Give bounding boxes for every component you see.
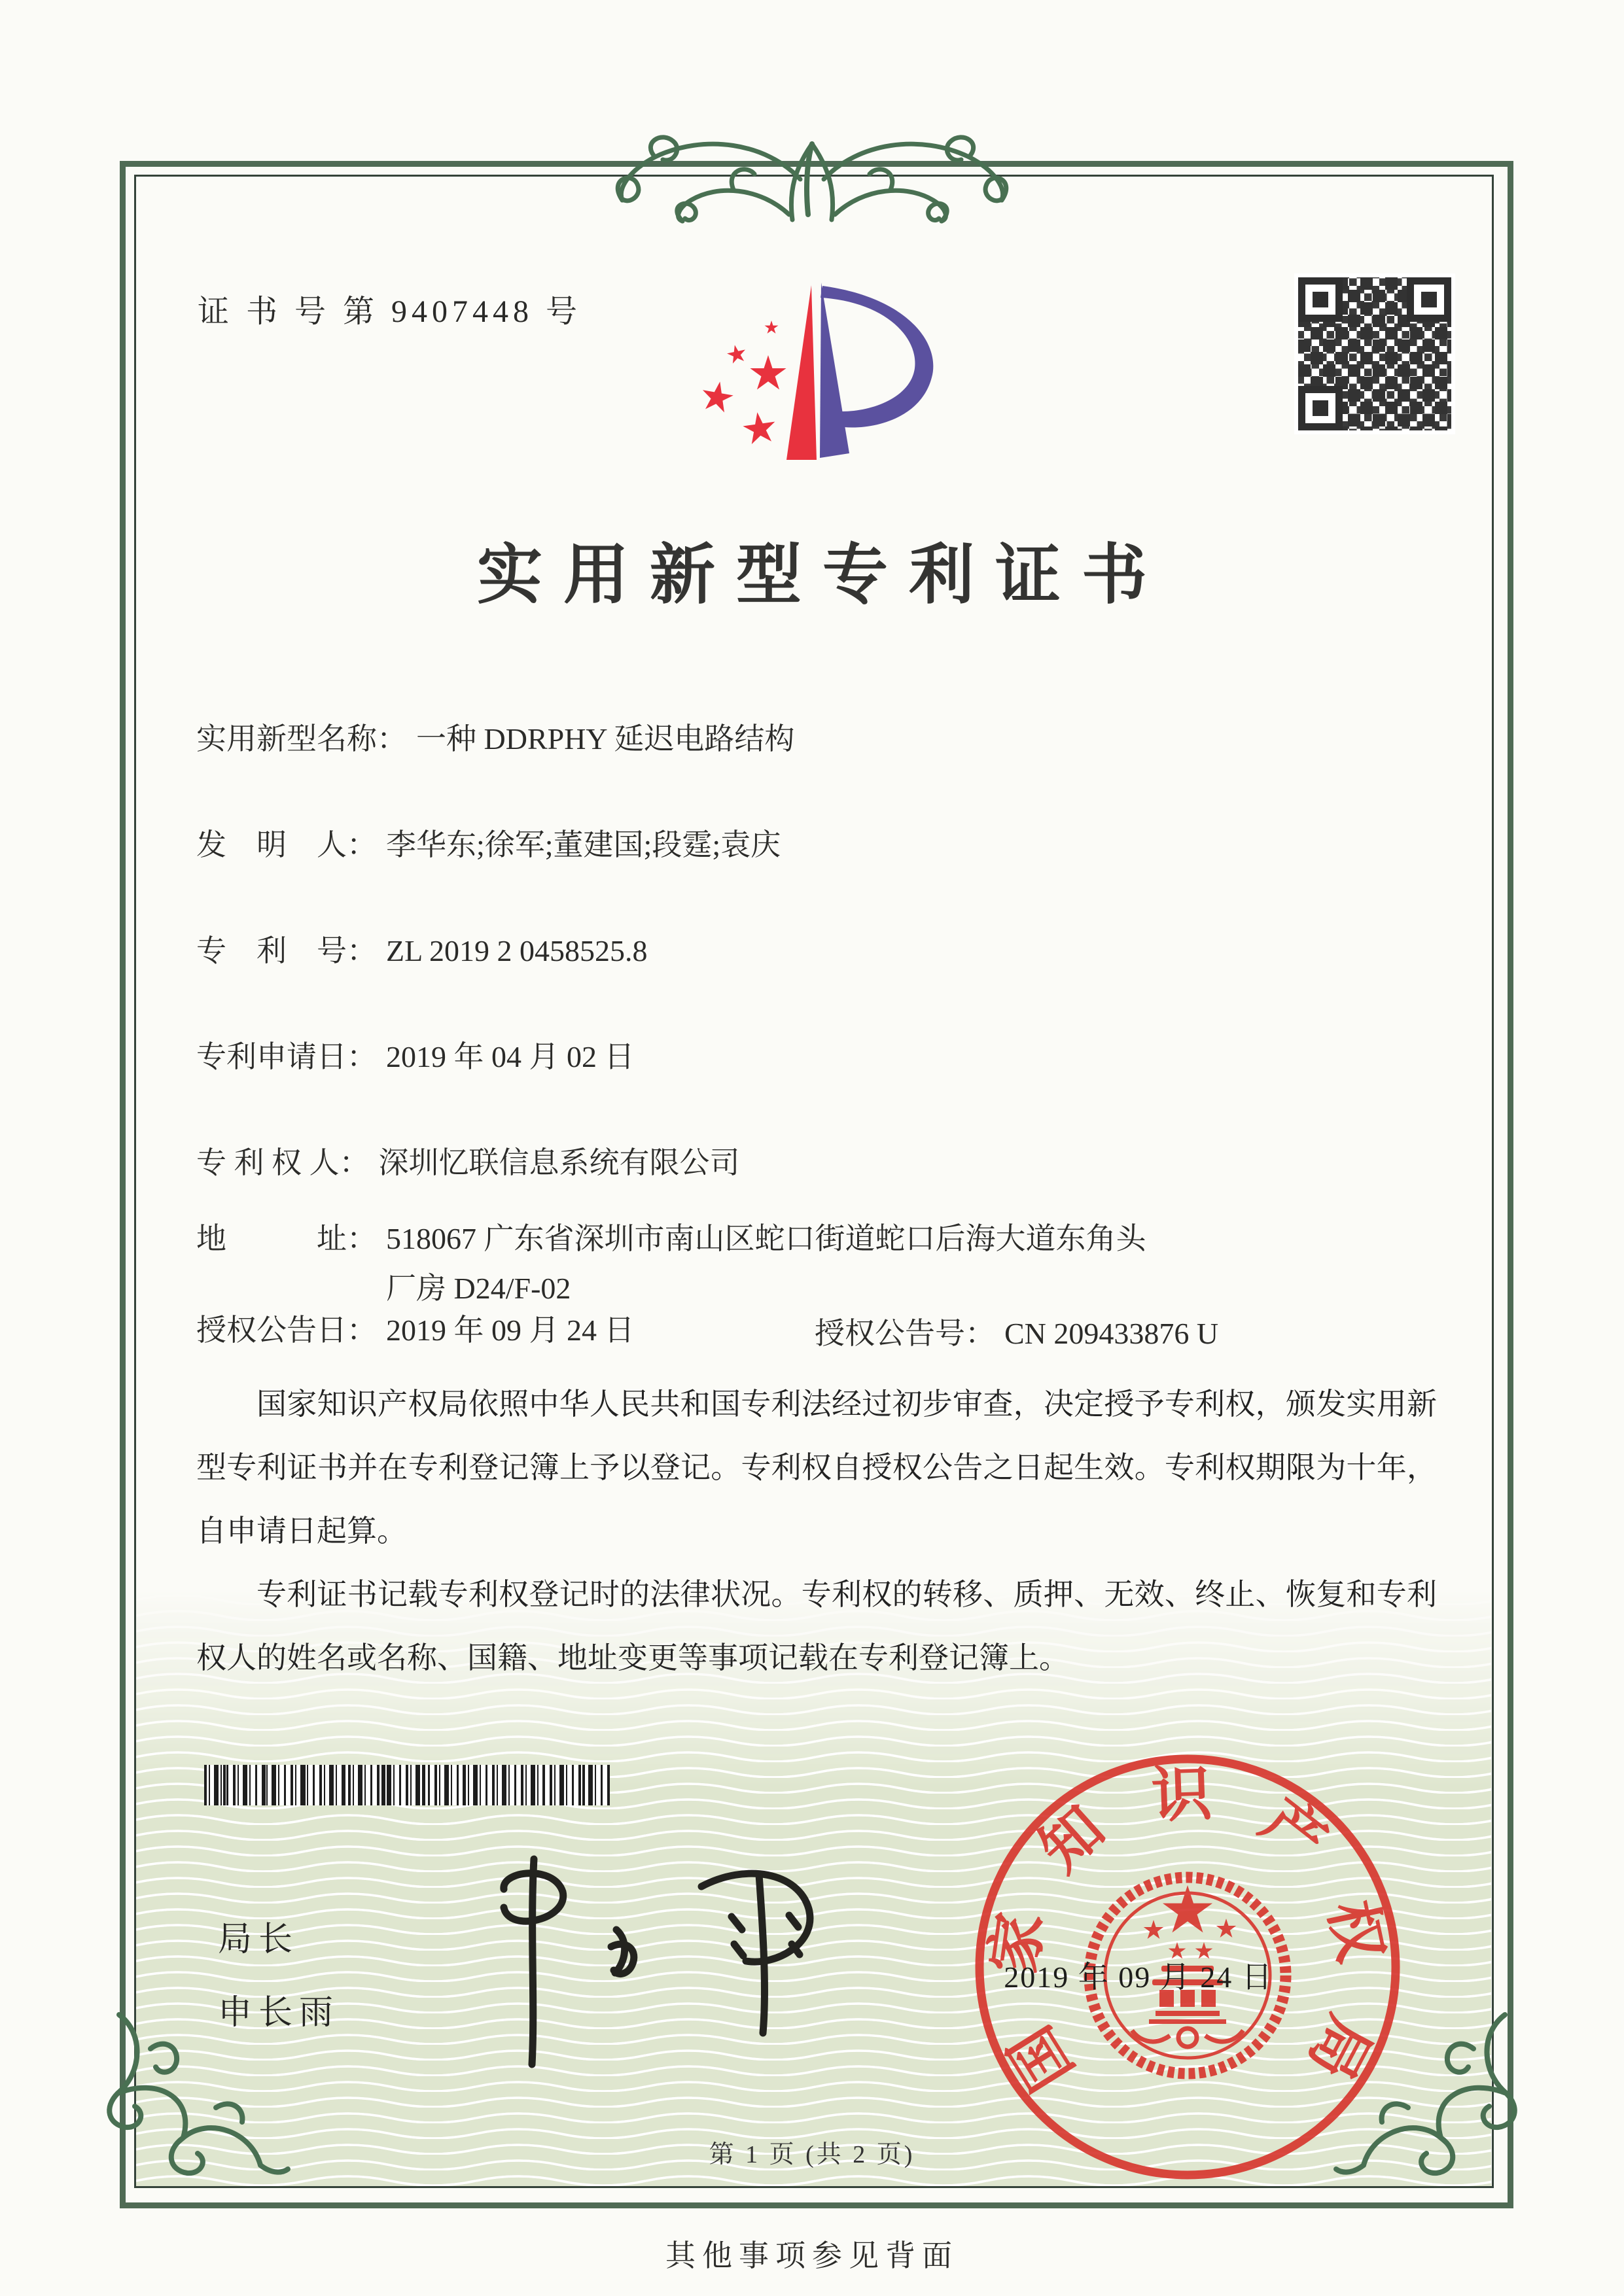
field-row-grant-date [196, 1310, 811, 1351]
certificate-number: 证 书 号 第 9407448 号 [198, 294, 582, 329]
field-label: 实用新型名称： [196, 722, 407, 756]
qr-finder-icon [1407, 277, 1451, 322]
qr-code [1294, 273, 1455, 434]
notice-paragraph-2: 专利证书记载专利权登记时的法律状况。专利权的转移、质押、无效、终止、恢复和专利权人的姓名或名称、国籍、地址变更等事项记载在专利登记簿上。 [196, 1578, 1437, 1675]
seal-date: 2019 年 09 月 24 日 [1004, 1960, 1273, 1994]
field-value: 李华东;徐军;董建国;段霆;袁庆 [386, 828, 781, 861]
field-value: 2019 年 04 月 02 日 [386, 1040, 635, 1073]
director-name: 申长雨 [218, 1994, 340, 2032]
qr-finder-icon [1298, 386, 1343, 430]
field-value: 518067 广东省深圳市南山区蛇口街道蛇口后海大道东角头厂房 D24/F-02 [386, 1222, 1146, 1305]
svg-text:局: 局 [1296, 2005, 1383, 2091]
field-row-inventors [196, 824, 1439, 866]
field-label: 授权公告号： [815, 1317, 995, 1350]
director-signature-icon [406, 1832, 851, 2106]
field-value: 一种 DDRPHY 延迟电路结构 [416, 722, 795, 756]
svg-text:家: 家 [980, 1908, 1055, 1977]
field-row-address [196, 1214, 1439, 1313]
svg-text:国: 国 [997, 2015, 1086, 2102]
top-flourish-ornament [570, 116, 1054, 234]
barcode [204, 1765, 610, 1805]
director-title: 局长 [218, 1921, 300, 1958]
svg-text:识: 识 [1150, 1760, 1213, 1830]
field-label: 专利申请日： [196, 1040, 377, 1073]
back-side-note: 其他事项参见背面 [665, 2239, 959, 2272]
field-value: 2019 年 09 月 24 日 [386, 1313, 635, 1347]
svg-text:权: 权 [1316, 1894, 1395, 1968]
field-row-filing-date [196, 1036, 1439, 1078]
svg-text:知: 知 [1027, 1794, 1117, 1885]
svg-text:产: 产 [1249, 1786, 1339, 1877]
legal-notice [196, 1372, 1437, 1690]
field-label: 授权公告日： [196, 1313, 377, 1347]
field-value: CN 209433876 U [1004, 1317, 1219, 1350]
field-label: 发 明 人： [196, 828, 377, 861]
cnipa-logo-icon [694, 271, 955, 468]
field-row-name [196, 718, 1439, 760]
notice-paragraph-1: 国家知识产权局依照中华人民共和国专利法经过初步审查，决定授予专利权，颁发实用新型专利证书并在专利登记簿上予以登记。专利权自授权公告之日起生效。专利权期限为十年，自申请日起算。 [196, 1387, 1437, 1548]
field-label: 专 利 号： [196, 934, 377, 967]
qr-finder-icon [1298, 277, 1343, 322]
field-row-grant-no [815, 1310, 1469, 1353]
field-row-patentee [196, 1142, 1439, 1184]
field-label: 地 址： [196, 1222, 377, 1255]
certificate-title: 实用新型专利证书 [477, 539, 1168, 612]
field-row-patent-no [196, 930, 1439, 972]
page-number: 第 1 页 (共 2 页) [709, 2141, 915, 2168]
field-label: 专 利 权 人： [196, 1146, 370, 1179]
bottom-left-corner-ornament [92, 2009, 294, 2206]
field-value: 深圳忆联信息系统有限公司 [378, 1146, 740, 1179]
field-value: ZL 2019 2 0458525.8 [386, 934, 648, 967]
